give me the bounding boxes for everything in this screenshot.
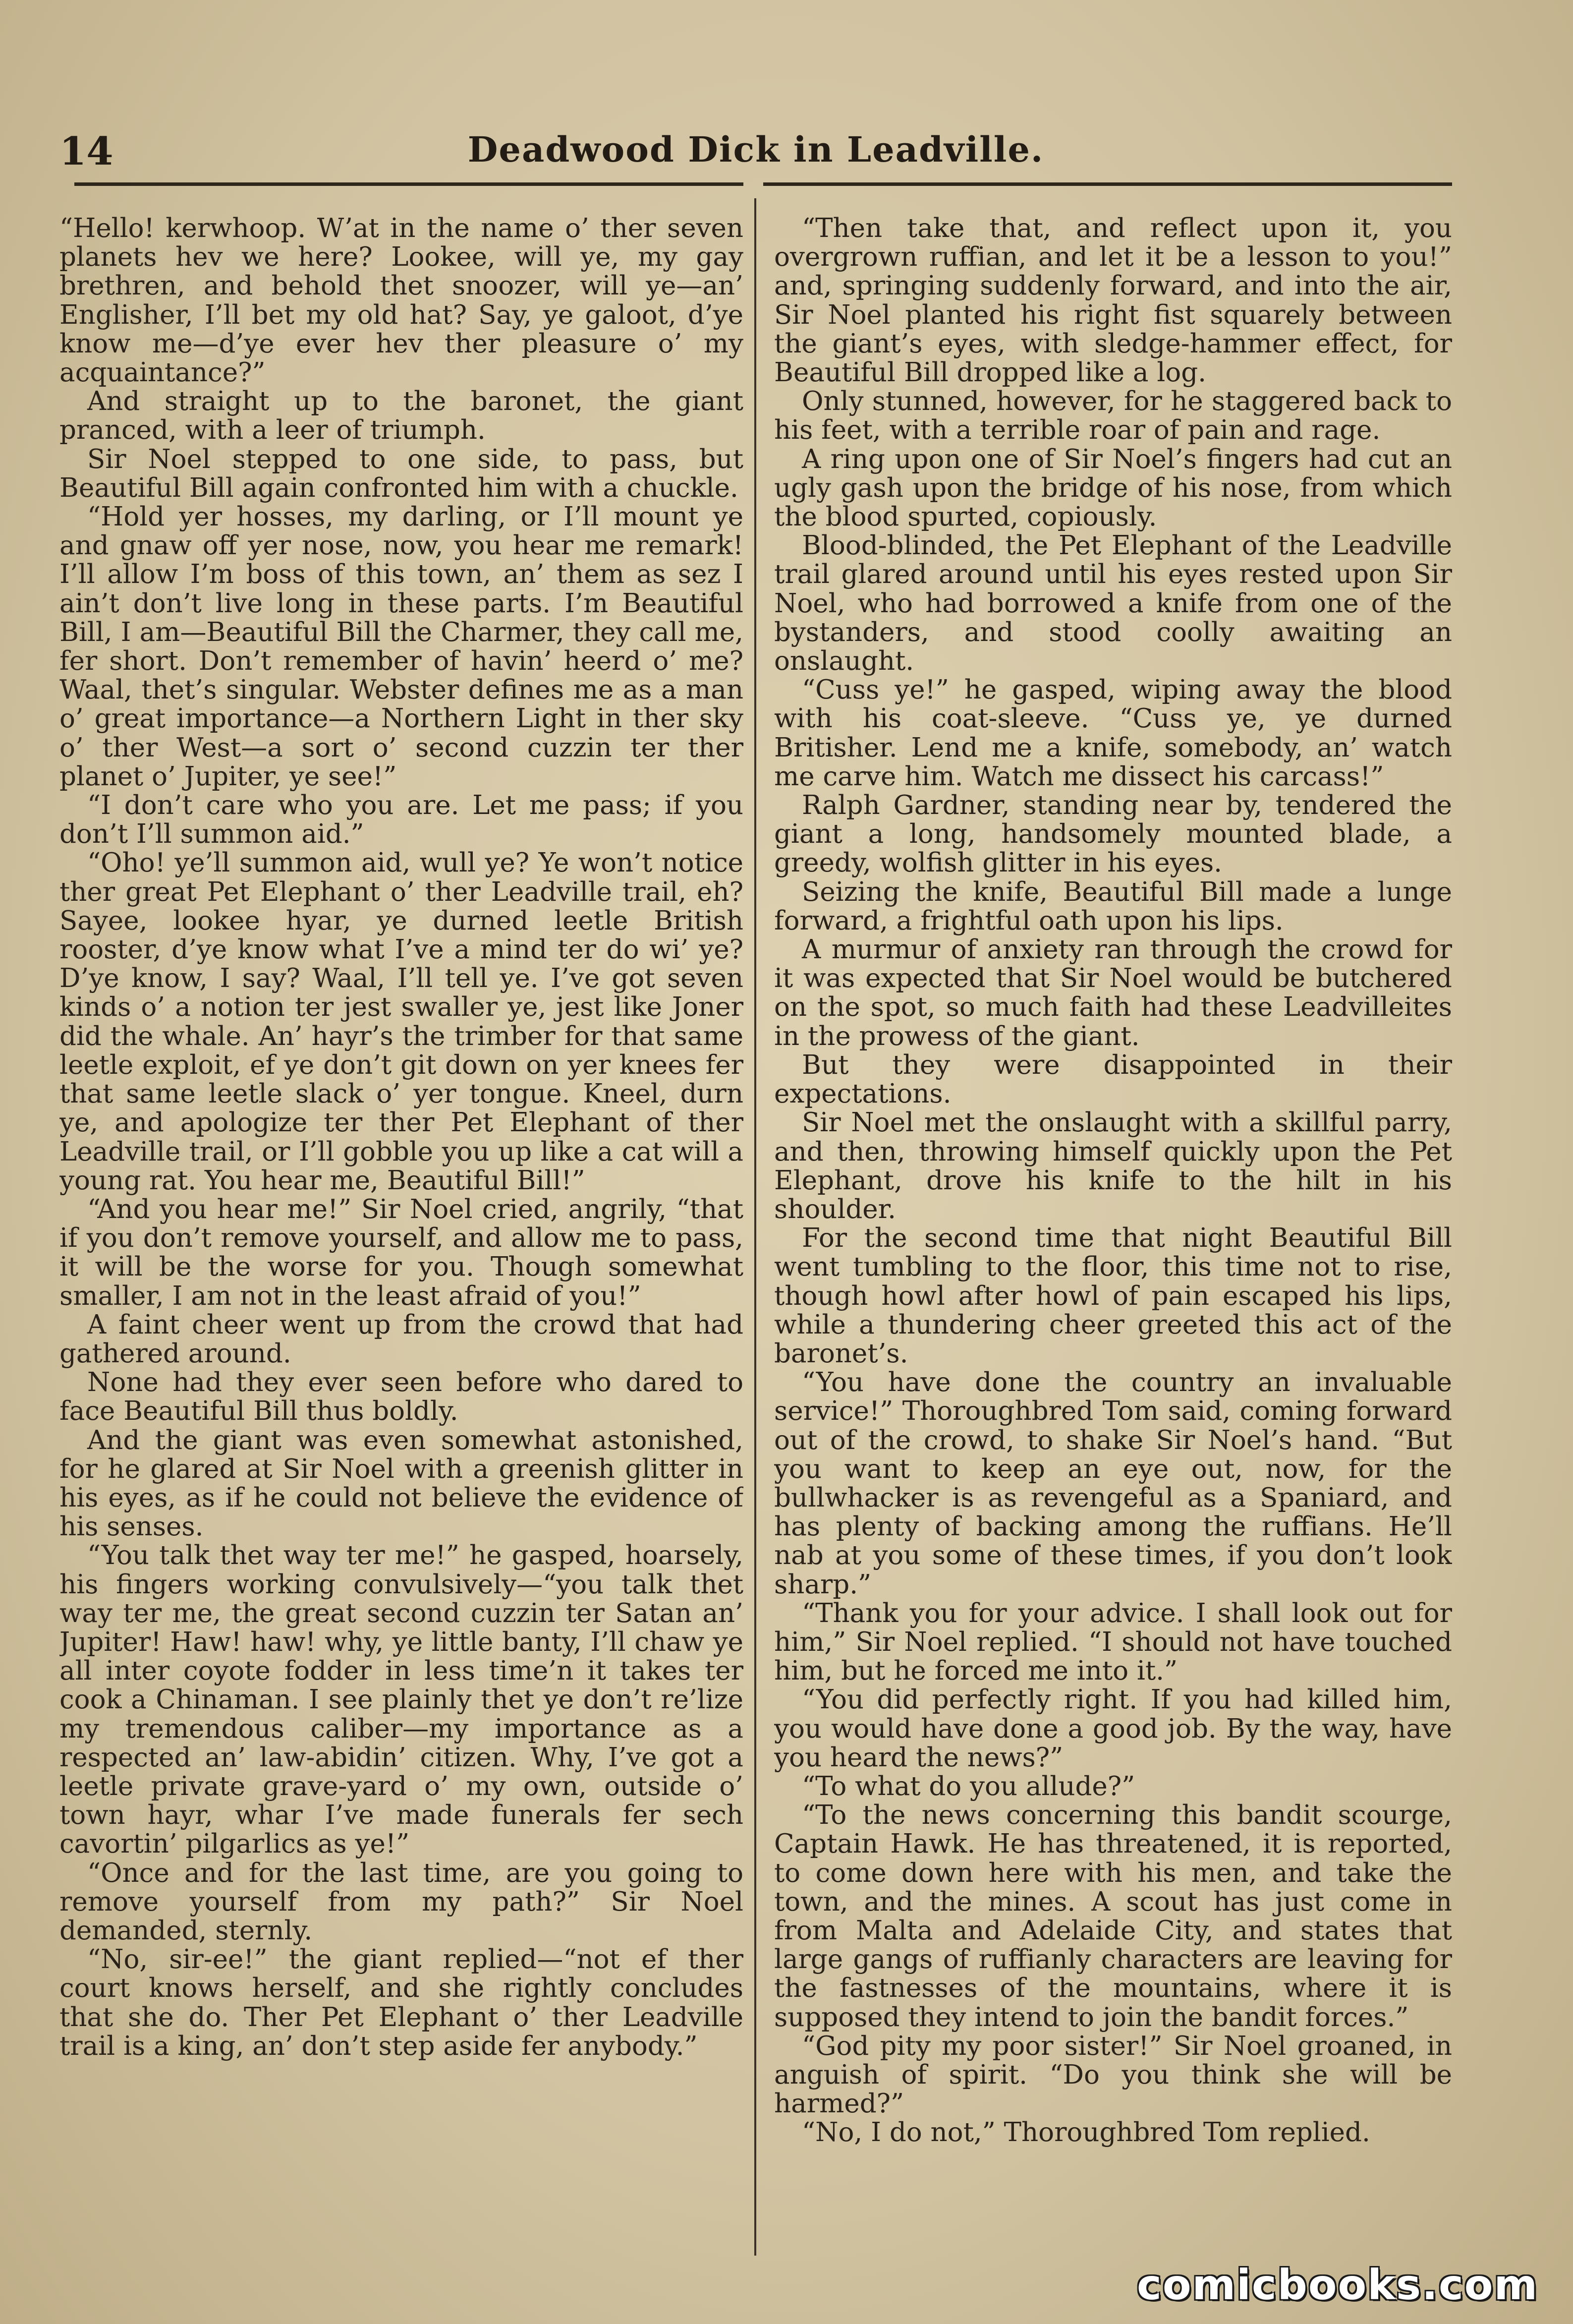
- paragraph: “And you hear me!” Sir Noel cried, angrily, “that if you don’t remove yourself, and allow me to pass, it will be the worse for you. Though somewhat smaller, I am not in the least afraid of you!”: [59, 1194, 743, 1311]
- paragraph: “No, I do not,” Thoroughbred Tom replied.: [802, 2117, 1370, 2148]
- paragraph: “Oho! ye’ll summon aid, wull ye? Ye won’t notice ther great Pet Elephant o’ ther Leadville trail, eh? Sayee, lookee hyar, ye durned leetle British rooster, d’ye know what I’ve a mind ter do wi’ ye? D’ye know, I say? Waal, I’ll tell ye. I’ve got seven kinds o’ a notion ter jest swaller ye, jest like Joner did the whale. An’ hayr’s the trimber for that same leetle exploit, ef ye don’t git down on yer knees fer that same leetle slack o’ yer tongue. Kneel, durn ye, and apologize ter ther Pet Elephant of ther Leadville trail, or I’ll gobble you up like a cat will a young rat. You hear me, Beautiful Bill!”: [59, 848, 743, 1196]
- paragraph: Sir Noel met the onslaught with a skillful parry, and then, throwing himself quickly upon the Pet Elephant, drove his knife to the hilt in his shoulder.: [774, 1107, 1452, 1224]
- paragraph: “Cuss ye!” he gasped, wiping away the blood with his coat-sleeve. “Cuss ye, ye durned Britisher. Lend me a knife, somebody, an’ watch me carve him. Watch me dissect his carcass!”: [774, 675, 1452, 792]
- paragraph: “God pity my poor sister!” Sir Noel groaned, in anguish of spirit. “Do you think she will be harmed?”: [774, 2031, 1452, 2119]
- paragraph: “You did perfectly right. If you had killed him, you would have done a good job. By the way, have you heard the news?”: [774, 1685, 1452, 1773]
- page-number: 14: [59, 129, 113, 174]
- watermark: comicbooks.com: [1137, 2261, 1538, 2309]
- header-rule-right: [763, 182, 1452, 186]
- paragraph: But they were disappointed in their expectations.: [774, 1049, 1452, 1109]
- left-column: [59, 214, 743, 2266]
- paragraph: “You talk thet way ter me!” he gasped, hoarsely, his fingers working convulsively—“you talk thet way ter me, the great second cuzzin ter Satan an’ Jupiter! Haw! haw! why, ye little banty, I’ll chaw ye all inter coyote fodder in less time’n it takes ter cook a Chinaman. I see plainly thet ye don’t re’lize my tremendous caliber—my importance as a respected an’ law-abidin’ citizen. Why, I’ve got a leetle private grave-yard o’ my own, outside o’ town hayr, whar I’ve made funerals fer sech cavortin’ pilgarlics as ye!”: [59, 1540, 743, 1859]
- paragraph: “Once and for the last time, are you going to remove yourself from my path?” Sir Noel demanded, sternly.: [59, 1858, 743, 1946]
- paragraph: A murmur of anxiety ran through the crowd for it was expected that Sir Noel would be butchered on the spot, so much faith had these Leadvilleites in the prowess of the giant.: [774, 934, 1452, 1051]
- paragraph: “I don’t care who you are. Let me pass; if you don’t I’ll summon aid.”: [59, 790, 743, 850]
- paragraph: “Thank you for your advice. I shall look out for him,” Sir Noel replied. “I should not have touched him, but he forced me into it.”: [774, 1598, 1452, 1686]
- paragraph: And straight up to the baronet, the giant pranced, with a leer of triumph.: [59, 386, 743, 446]
- paragraph: “No, sir-ee!” the giant replied—“not ef ther court knows herself, and she rightly concludes that she do. Ther Pet Elephant o’ ther Leadville trail is a king, an’ don’t step aside fer anybody.”: [59, 1944, 743, 2061]
- right-column: [774, 214, 1452, 2266]
- running-title: Deadwood Dick in Leadville.: [467, 129, 1044, 170]
- column-divider: [754, 198, 756, 2256]
- paragraph: “To what do you allude?”: [802, 1771, 1135, 1801]
- header-rule-left: [74, 182, 743, 186]
- paragraph: A ring upon one of Sir Noel’s fingers had cut an ugly gash upon the bridge of his nose, from which the blood spurted, copiously.: [774, 444, 1452, 532]
- paragraph: “You have done the country an invaluable service!” Thoroughbred Tom said, coming forward out of the crowd, to shake Sir Noel’s hand. “But you want to keep an eye out, now, for the bullwhacker is as revengeful as a Spaniard, and has plenty of backing among the ruffians. He’ll nab at you some of these times, if you don’t look sharp.”: [774, 1367, 1452, 1600]
- paragraph: Sir Noel stepped to one side, to pass, but Beautiful Bill again confronted him with a chuckle.: [59, 444, 743, 503]
- paragraph: Only stunned, however, for he staggered back to his feet, with a terrible roar of pain and rage.: [774, 386, 1452, 446]
- paragraph: For the second time that night Beautiful Bill went tumbling to the floor, this time not to rise, though howl after howl of pain escaped his lips, while a thundering cheer greeted this act of the baronet’s.: [774, 1223, 1452, 1369]
- paragraph: “Then take that, and reflect upon it, you overgrown ruffian, and let it be a lesson to you!” and, springing suddenly forward, and into the air, Sir Noel planted his right fist squarely between the giant’s eyes, with sledge-hammer effect, for Beautiful Bill dropped like a log.: [774, 214, 1452, 388]
- paragraph: “Hold yer hosses, my darling, or I’ll mount ye and gnaw off yer nose, now, you hear me remark! I’ll allow I’m boss of this town, an’ them as sez I ain’t don’t live long in these parts. I’m Beautiful Bill, I am—Beautiful Bill the Charmer, they call me, fer short. Don’t remember of havin’ heerd o’ me? Waal, thet’s singular. Webster defines me as a man o’ great importance—a Northern Light in ther sky o’ ther West—a sort o’ second cuzzin ter ther planet o’ Jupiter, ye see!”: [59, 502, 743, 792]
- paragraph: Blood-blinded, the Pet Elephant of the Leadville trail glared around until his eyes rested upon Sir Noel, who had borrowed a knife from one of the bystanders, and stood coolly awaiting an onslaught.: [774, 530, 1452, 677]
- paragraph: Seizing the knife, Beautiful Bill made a lunge forward, a frightful oath upon his lips.: [774, 876, 1452, 936]
- page-header: [59, 124, 1452, 178]
- paragraph: Ralph Gardner, standing near by, tendered the giant a long, handsomely mounted blade, a greedy, wolfish glitter in his eyes.: [774, 790, 1452, 878]
- paragraph: None had they ever seen before who dared to face Beautiful Bill thus boldly.: [59, 1367, 743, 1427]
- paragraph: “Hello! kerwhoop. W’at in the name o’ ther seven planets hev we here? Lookee, will ye, my gay brethren, and behold thet snoozer, will ye—an’ Englisher, I’ll bet my old hat? Say, ye galoot, d’ye know me—d’ye ever hev ther pleasure o’ my acquaintance?”: [59, 214, 743, 388]
- paragraph: A faint cheer went up from the crowd that had gathered around.: [59, 1309, 743, 1369]
- paragraph: And the giant was even somewhat astonished, for he glared at Sir Noel with a greenish glitter in his eyes, as if he could not believe the evidence of his senses.: [59, 1425, 743, 1542]
- paragraph: “To the news concerning this bandit scourge, Captain Hawk. He has threatened, it is reported, to come down here with his men, and take the town, and the mines. A scout has just come in from Malta and Adelaide City, and states that large gangs of ruffianly characters are leaving for the fastnesses of the mountains, where it is supposed they intend to join the bandit forces.”: [774, 1800, 1452, 2033]
